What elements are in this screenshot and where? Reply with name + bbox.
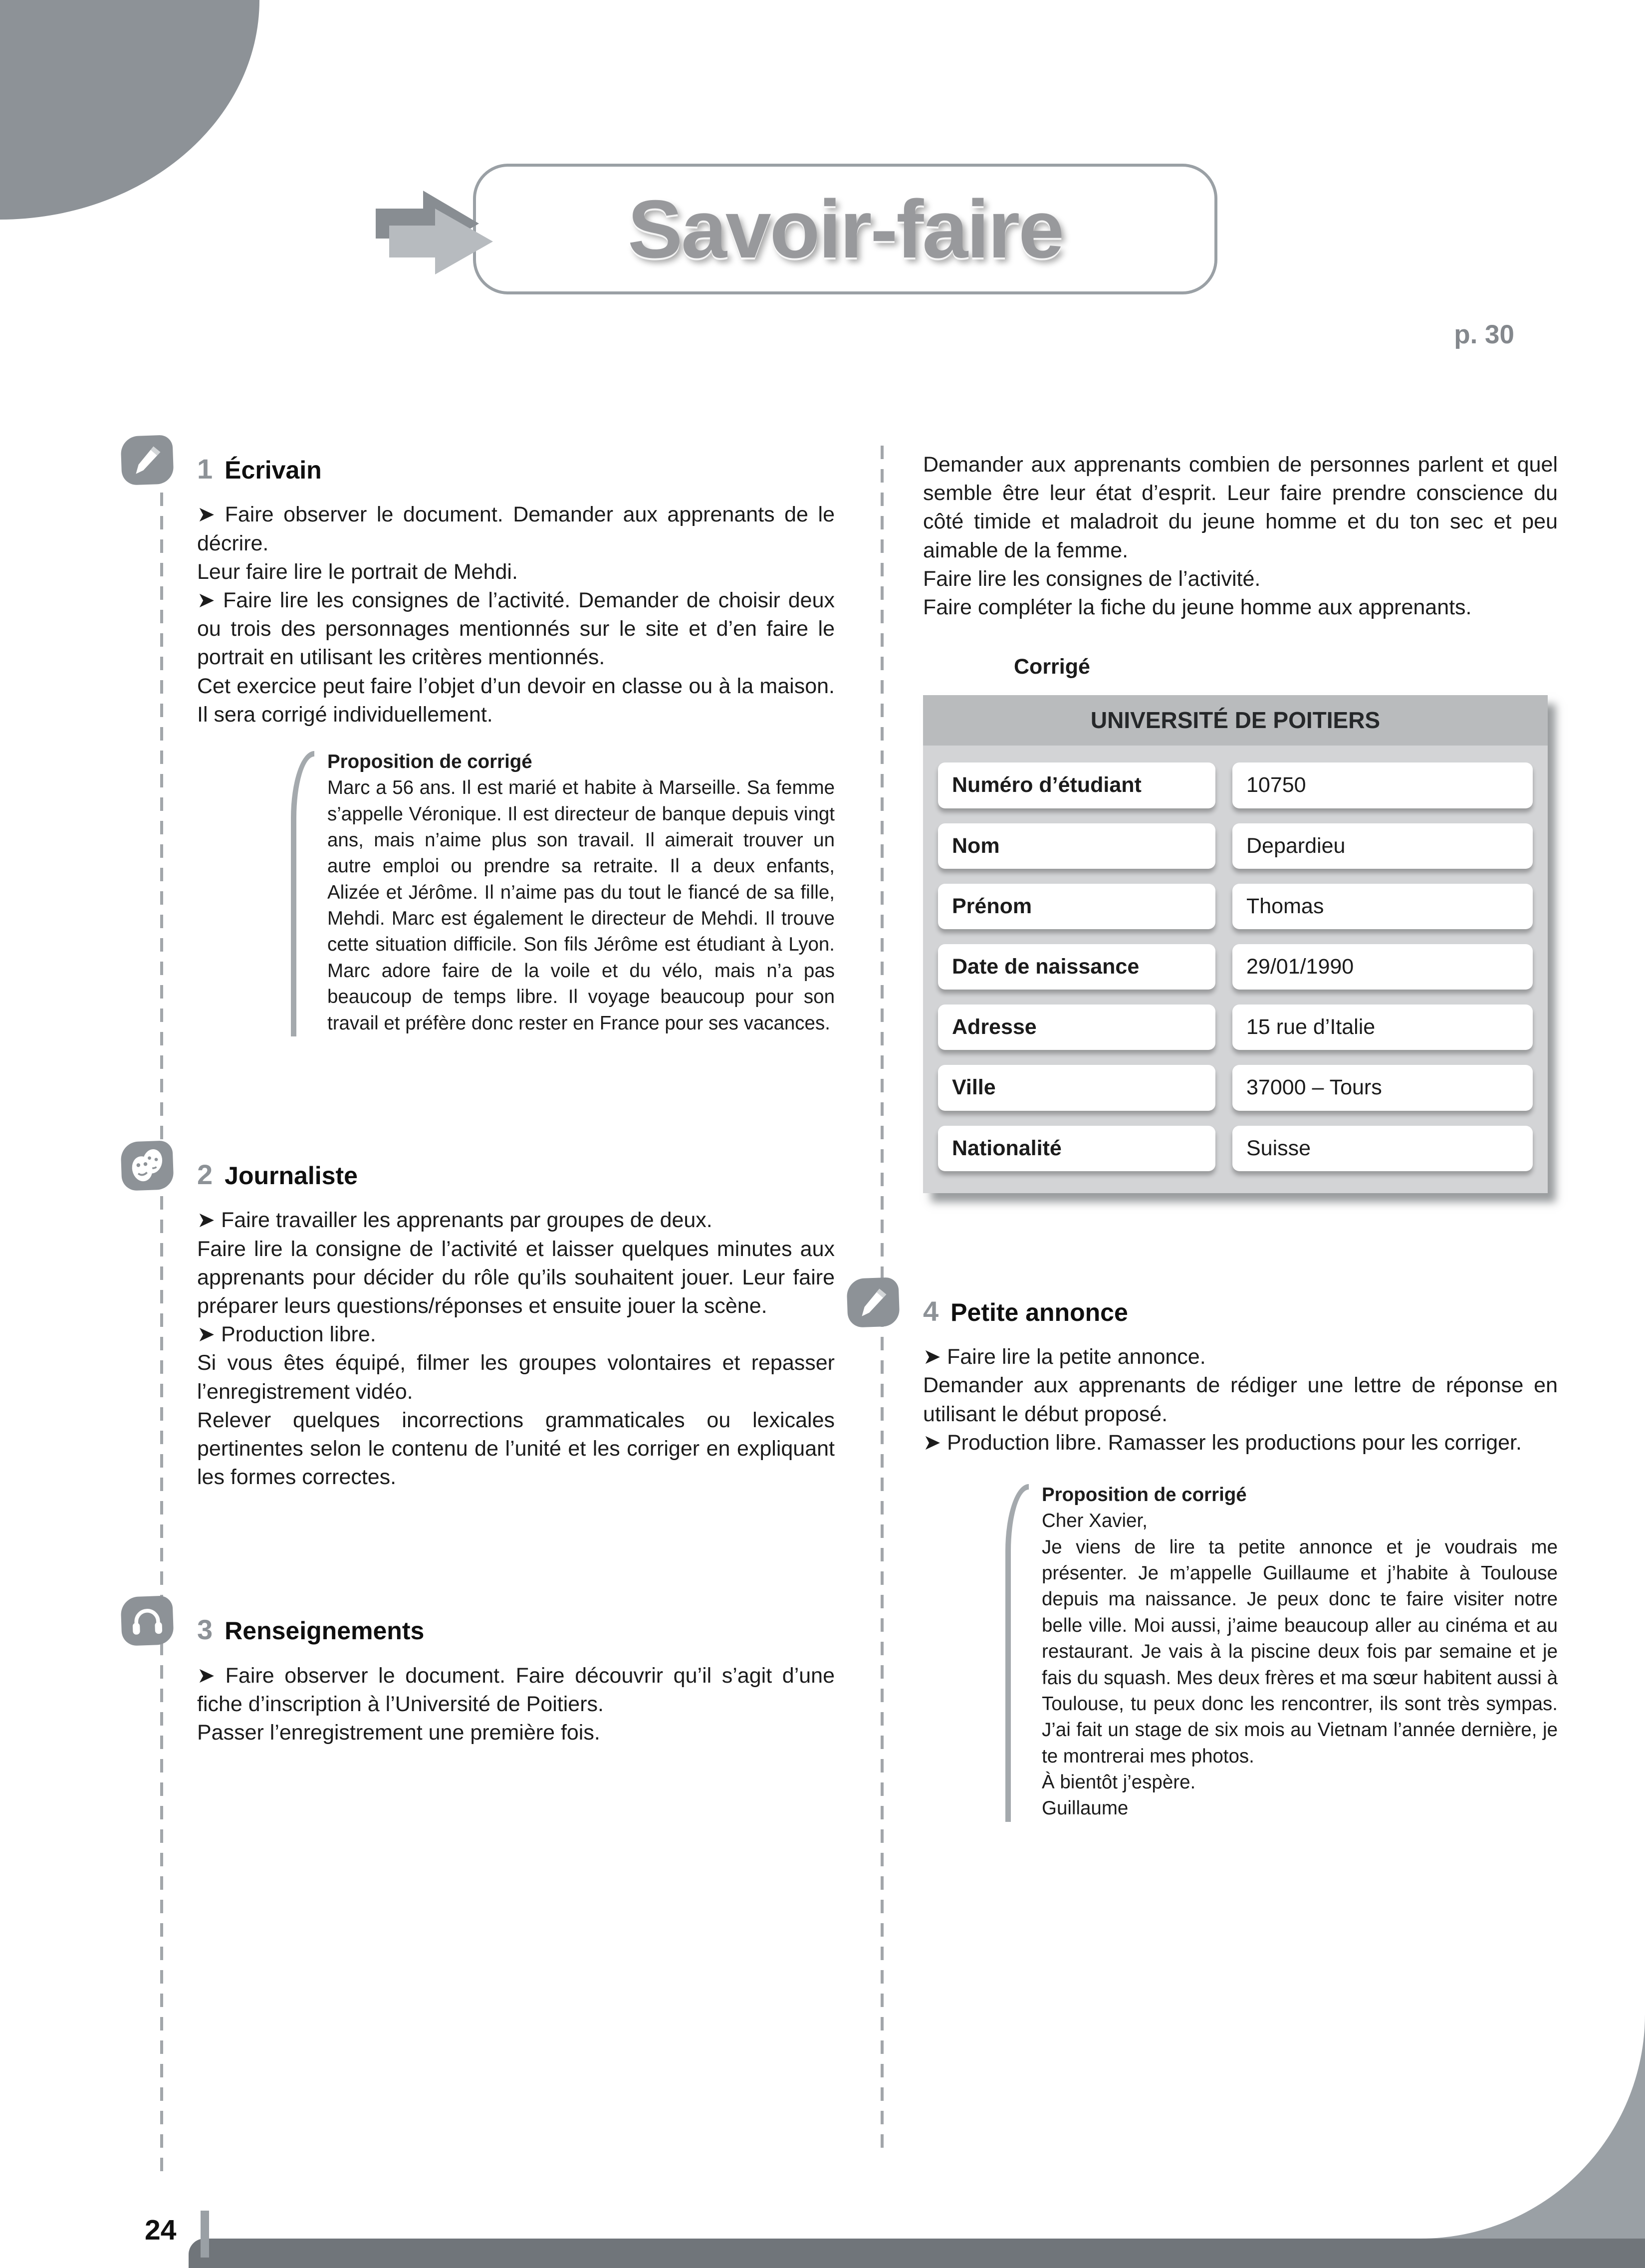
arrow-icon <box>373 190 515 278</box>
form-field-label: Nom <box>938 823 1215 869</box>
right-column <box>923 451 1558 1822</box>
corrige-label: Corrigé <box>1014 655 1090 679</box>
paragraph: ➤ Faire observer le document. Demander aux apprenants de le décrire. <box>197 503 835 555</box>
paragraph: À bientôt j’espère. <box>1042 1771 1196 1793</box>
paragraph: Faire compléter la fiche du jeune homme aux apprenants. <box>923 595 1472 619</box>
paragraph: Je viens de lire ta petite annonce et je voudrais me présenter. Je m’appelle Guillaume et j’habite à Toulouse depuis ma naissance. Je peux donc te faire visiter notre belle ville. Moi aussi, j’aime beaucoup aller au cinéma et au restaurant. Je vais à la piscine deux fois par semaine et je fais du squash. Mes deux frères et ma sœur habitent aussi à Toulouse, tu peux donc les rencontrer, ils sont très sympas. J’ai fait un stage de six mois au Vietnam l’année dernière, je te montrerai mes photos. <box>1042 1536 1558 1767</box>
paragraph: Guillaume <box>1042 1797 1129 1819</box>
headphones-icon <box>120 1595 174 1646</box>
section-journaliste <box>197 1156 835 1492</box>
paragraph: ➤ Production libre. <box>197 1322 376 1347</box>
corrige-curve-decoration <box>291 751 314 1036</box>
form-row <box>938 823 1533 869</box>
paragraph: Marc a 56 ans. Il est marié et habite à Marseille. Sa femme s’appelle Véronique. Il est directeur de banque depuis vingt ans, mais n’aime plus son travail. Il aimerait trouver un autre emploi ou prendre sa retraite. Il a deux enfants, Alizée et Jérôme. Il n’aime pas du tout le fiancé de sa fille, Mehdi. Marc est également le directeur de Mehdi. Il trouve cette situation difficile. Son fils Jérôme est étudiant à Lyon. Marc adore faire de la voile et du vélo, mais n’a pas beaucoup de temps libre. Il voyage beaucoup pour son travail et préfère donc rester en France pour ses vacances. <box>327 777 835 1034</box>
theater-masks-icon <box>120 1140 174 1191</box>
form-field-label: Adresse <box>938 1005 1215 1050</box>
paragraph: Leur faire lire le portrait de Mehdi. <box>197 559 518 584</box>
paragraph: ➤ Faire lire la petite annonce. <box>923 1345 1206 1369</box>
pencil-icon <box>846 1277 900 1328</box>
form-field-value: Suisse <box>1232 1126 1533 1171</box>
form-field-value: Depardieu <box>1232 823 1533 869</box>
paragraph: Faire lire les consignes de l’activité. <box>923 566 1261 591</box>
corrige-block <box>1005 1482 1558 1822</box>
paragraph: ➤ Faire lire les consignes de l’activité. Demander de choisir deux ou trois des personnages mentionnés sur le site et d’en faire le portrait en utilisant les critères mentionnés. <box>197 588 835 670</box>
corrige-heading: Proposition de corrigé <box>1042 1484 1247 1506</box>
section-number: 2 <box>197 1158 213 1190</box>
page-reference: p. 30 <box>1454 320 1514 349</box>
form-field-label: Ville <box>938 1065 1215 1110</box>
paragraph: Cher Xavier, <box>1042 1510 1148 1532</box>
corrige-text <box>327 749 835 1036</box>
paragraph: Cet exercice peut faire l’objet d’un devoir en classe ou à la maison. Il sera corrigé individuellement. <box>197 674 835 727</box>
title-banner <box>473 164 1217 294</box>
section-number: 3 <box>197 1614 213 1646</box>
section-title: Petite annonce <box>950 1298 1128 1326</box>
page-number-bar <box>201 2211 209 2258</box>
section-petite-annonce <box>923 1293 1558 1822</box>
form-field-value: Thomas <box>1232 884 1533 929</box>
corrige-heading: Proposition de corrigé <box>327 751 532 772</box>
form-field-label: Numéro d’étudiant <box>938 762 1215 808</box>
corner-decoration-bottom-right <box>1420 2014 1645 2239</box>
bottom-page-band <box>189 2239 1645 2268</box>
paragraph: Demander aux apprenants combien de personnes parlent et quel semble être leur état d’esprit. Leur faire prendre conscience du côté timide et maladroit du jeune homme et du ton sec et peu aimable de la femme. <box>923 453 1558 562</box>
section-title: Écrivain <box>225 456 322 484</box>
page-number: 24 <box>145 2214 177 2246</box>
paragraph: Faire lire la consigne de l’activité et laisser quelques minutes aux apprenants pour décider du rôle qu’ils souhaitent jouer. Leur faire préparer leurs questions/réponses et ensuite jouer la scène. <box>197 1237 835 1318</box>
pencil-icon <box>120 435 174 486</box>
section-title: Journaliste <box>225 1161 358 1190</box>
left-column <box>197 451 835 1747</box>
paragraph: ➤ Faire travailler les apprenants par groupes de deux. <box>197 1208 712 1233</box>
form-title: UNIVERSITÉ DE POITIERS <box>923 695 1548 746</box>
corrige-block <box>291 749 835 1036</box>
section-number: 4 <box>923 1295 939 1327</box>
paragraph: Demander aux apprenants de rédiger une lettre de réponse en utilisant le début proposé. <box>923 1373 1558 1426</box>
section-heading <box>923 1293 1558 1330</box>
inscription-form <box>923 695 1548 1193</box>
section-renseignements <box>197 1611 835 1747</box>
dashed-separator-left <box>160 446 163 2178</box>
form-field-label: Nationalité <box>938 1126 1215 1171</box>
section-heading <box>197 1611 835 1648</box>
section-heading <box>197 451 835 488</box>
form-field-value: 10750 <box>1232 762 1533 808</box>
paragraph: Relever quelques incorrections grammaticales ou lexicales pertinentes selon le contenu de l’unité et les corriger en expliquant les formes correctes. <box>197 1408 835 1490</box>
form-field-label: Prénom <box>938 884 1215 929</box>
form-row <box>938 944 1533 990</box>
form-row <box>938 1065 1533 1110</box>
form-field-value: 15 rue d’Italie <box>1232 1005 1533 1050</box>
corner-decoration-top-left <box>0 0 259 220</box>
form-body <box>923 746 1548 1193</box>
form-field-value: 37000 – Tours <box>1232 1065 1533 1110</box>
section-title: Renseignements <box>225 1617 425 1645</box>
section-heading <box>197 1156 835 1193</box>
corrige-text <box>1042 1482 1558 1822</box>
form-row <box>938 1005 1533 1050</box>
paragraph: Si vous êtes équipé, filmer les groupes volontaires et repasser l’enregistrement vidéo. <box>197 1351 835 1404</box>
paragraph: ➤ Production libre. Ramasser les productions pour les corriger. <box>923 1430 1522 1455</box>
form-row <box>938 884 1533 929</box>
form-row <box>938 1126 1533 1171</box>
page-title: Savoir-faire <box>628 183 1063 275</box>
section-number: 1 <box>197 453 213 485</box>
form-field-value: 29/01/1990 <box>1232 944 1533 990</box>
form-row <box>938 762 1533 808</box>
paragraph: ➤ Faire observer le document. Faire découvrir qu’il s’agit d’une fiche d’inscription à l’Université de Poitiers. <box>197 1663 835 1716</box>
form-field-label: Date de naissance <box>938 944 1215 990</box>
corrige-curve-decoration <box>1005 1484 1029 1822</box>
paragraph: Passer l’enregistrement une première fois. <box>197 1721 600 1745</box>
section-ecrivain <box>197 451 835 1036</box>
